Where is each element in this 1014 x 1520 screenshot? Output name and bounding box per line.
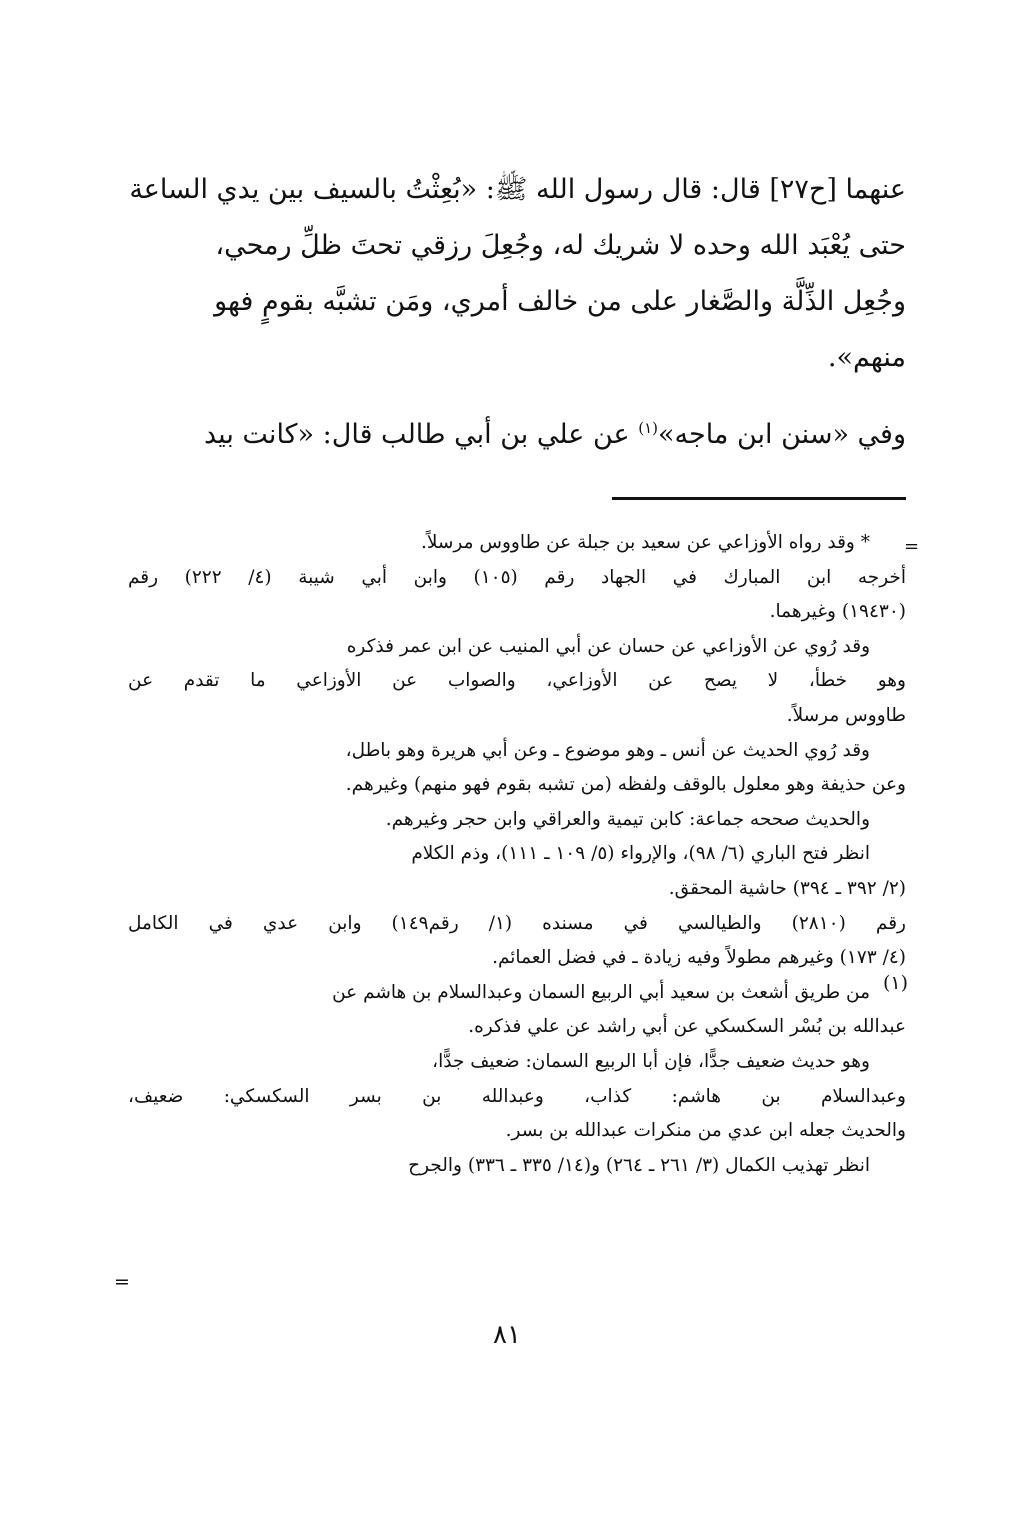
main-line: عن علي بن أبي طالب قال: «كانت بيد (204, 419, 639, 450)
footnote-paragraph (128, 803, 906, 838)
footnote-line: وقد رُوي عن الأوزاعي عن حسان عن أبي المنيب عن ابن عمر فذكره (346, 635, 870, 657)
footnote-line: * وقد رواه الأوزاعي عن سعيد بن جبلة عن طاووس مرسلاً. (420, 532, 870, 553)
footnote-line: وعبدالسلام بن هاشم: كذاب، وعبدالله بن بسر السكسكي: ضعيف، (128, 1085, 906, 1107)
footnote-continued (128, 526, 906, 907)
footnote-paragraph (128, 1080, 906, 1149)
footnote-line: (٢/ ٣٩٢ ـ ٣٩٤) حاشية المحقق. (668, 877, 906, 899)
footnote-line: (١٩٤٣٠) وغيرهما. (769, 601, 906, 623)
footnote-paragraph (128, 734, 906, 769)
footnote-line: (٤/ ١٧٣) وغيرهم مطولاً وفيه زيادة ـ في فضل العمائم. (492, 947, 906, 969)
footnote-paragraph (128, 1149, 906, 1184)
footnote-paragraph (128, 1010, 906, 1045)
footnote-line: انظر فتح الباري (٦/ ٩٨)، والإرواء (٥/ ١٠٩ ـ ١١١)، وذم الكلام (411, 843, 870, 865)
footnote-line: عبدالله بن بُسْر السكسكي عن أبي راشد عن علي فذكره. (468, 1016, 906, 1038)
footnote-line: وهو حديث ضعيف جدًّا، فإن أبا الربيع السمان: ضعيف جدًّا، (432, 1050, 870, 1072)
continuation-marker: = (114, 1271, 130, 1293)
main-line: وجُعِل الذِّلَّة والصَّغار على من خالف أمري، ومَن تشبَّه بقومٍ فهو (214, 286, 906, 317)
main-line: عنهما [ح٢٧] قال: قال رسول الله ﷺ: «بُعِثْتُ بالسيف بين يدي الساعة (129, 174, 906, 205)
footnote-number: (١) (882, 972, 908, 994)
footnote-paragraph (128, 837, 906, 872)
footnote-line: والحديث جعله ابن عدي من منكرات عبدالله بن بسر. (505, 1120, 906, 1142)
continuation-marker: = (904, 536, 920, 557)
main-line: منهم». (827, 342, 906, 373)
footnote-paragraph (128, 976, 906, 1011)
footnote-reference: (١) (638, 419, 659, 437)
footnote-line: وعن حذيفة وهو معلول بالوقف ولفظه (من تشبه بقوم فهو منهم) وغيرهم. (345, 774, 906, 796)
page-number: ٨١ (493, 1320, 521, 1350)
main-text (128, 162, 906, 463)
footnote-line: والحديث صححه جماعة: كابن تيمية والعراقي وابن حجر وغيرهم. (385, 808, 870, 830)
footnote-separator (612, 497, 906, 500)
footnote-line: وهو خطأ، لا يصح عن الأوزاعي، والصواب عن الأوزاعي ما تقدم عن (128, 670, 906, 692)
main-line: حتى يُعْبَد الله وحده لا شريك له، وجُعِلَ رزقي تحتَ ظلِّ رمحي، (215, 230, 906, 261)
footnote-paragraph (128, 768, 906, 803)
main-paragraph (128, 162, 906, 386)
footnote-line: من طريق أشعث بن سعيد أبي الربيع السمان وعبدالسلام بن هاشم عن (332, 981, 870, 1003)
main-line: وفي «سنن ابن ماجه» (658, 419, 906, 450)
footnote-line: وقد رُوي الحديث عن أنس ـ وهو موضوع ـ وعن أبي هريرة وهو باطل، (345, 739, 870, 761)
footnote-line: رقم (٢٨١٠) والطيالسي في مسنده (١/ رقم١٤٩) وابن عدي في الكامل (128, 912, 906, 934)
footnote-paragraph (128, 526, 906, 561)
footnote-1 (128, 907, 906, 1184)
footnotes (128, 526, 906, 1183)
footnote-line: أخرجه ابن المبارك في الجهاد رقم (١٠٥) وابن أبي شيبة (٤/ ٢٢٢) رقم (128, 566, 906, 588)
footnote-line: انظر تهذيب الكمال (٣/ ٢٦١ ـ ٢٦٤) و(١٤/ ٣٣٥ ـ ٣٣٦) والجرح (408, 1154, 870, 1176)
footnote-paragraph (128, 630, 906, 665)
footnote-paragraph (128, 907, 906, 976)
footnote-paragraph (128, 664, 906, 733)
footnote-paragraph (128, 1045, 906, 1080)
footnote-paragraph (128, 561, 906, 630)
footnote-paragraph (128, 872, 906, 907)
footnote-line: طاووس مرسلاً. (786, 704, 906, 726)
main-paragraph (128, 407, 906, 463)
